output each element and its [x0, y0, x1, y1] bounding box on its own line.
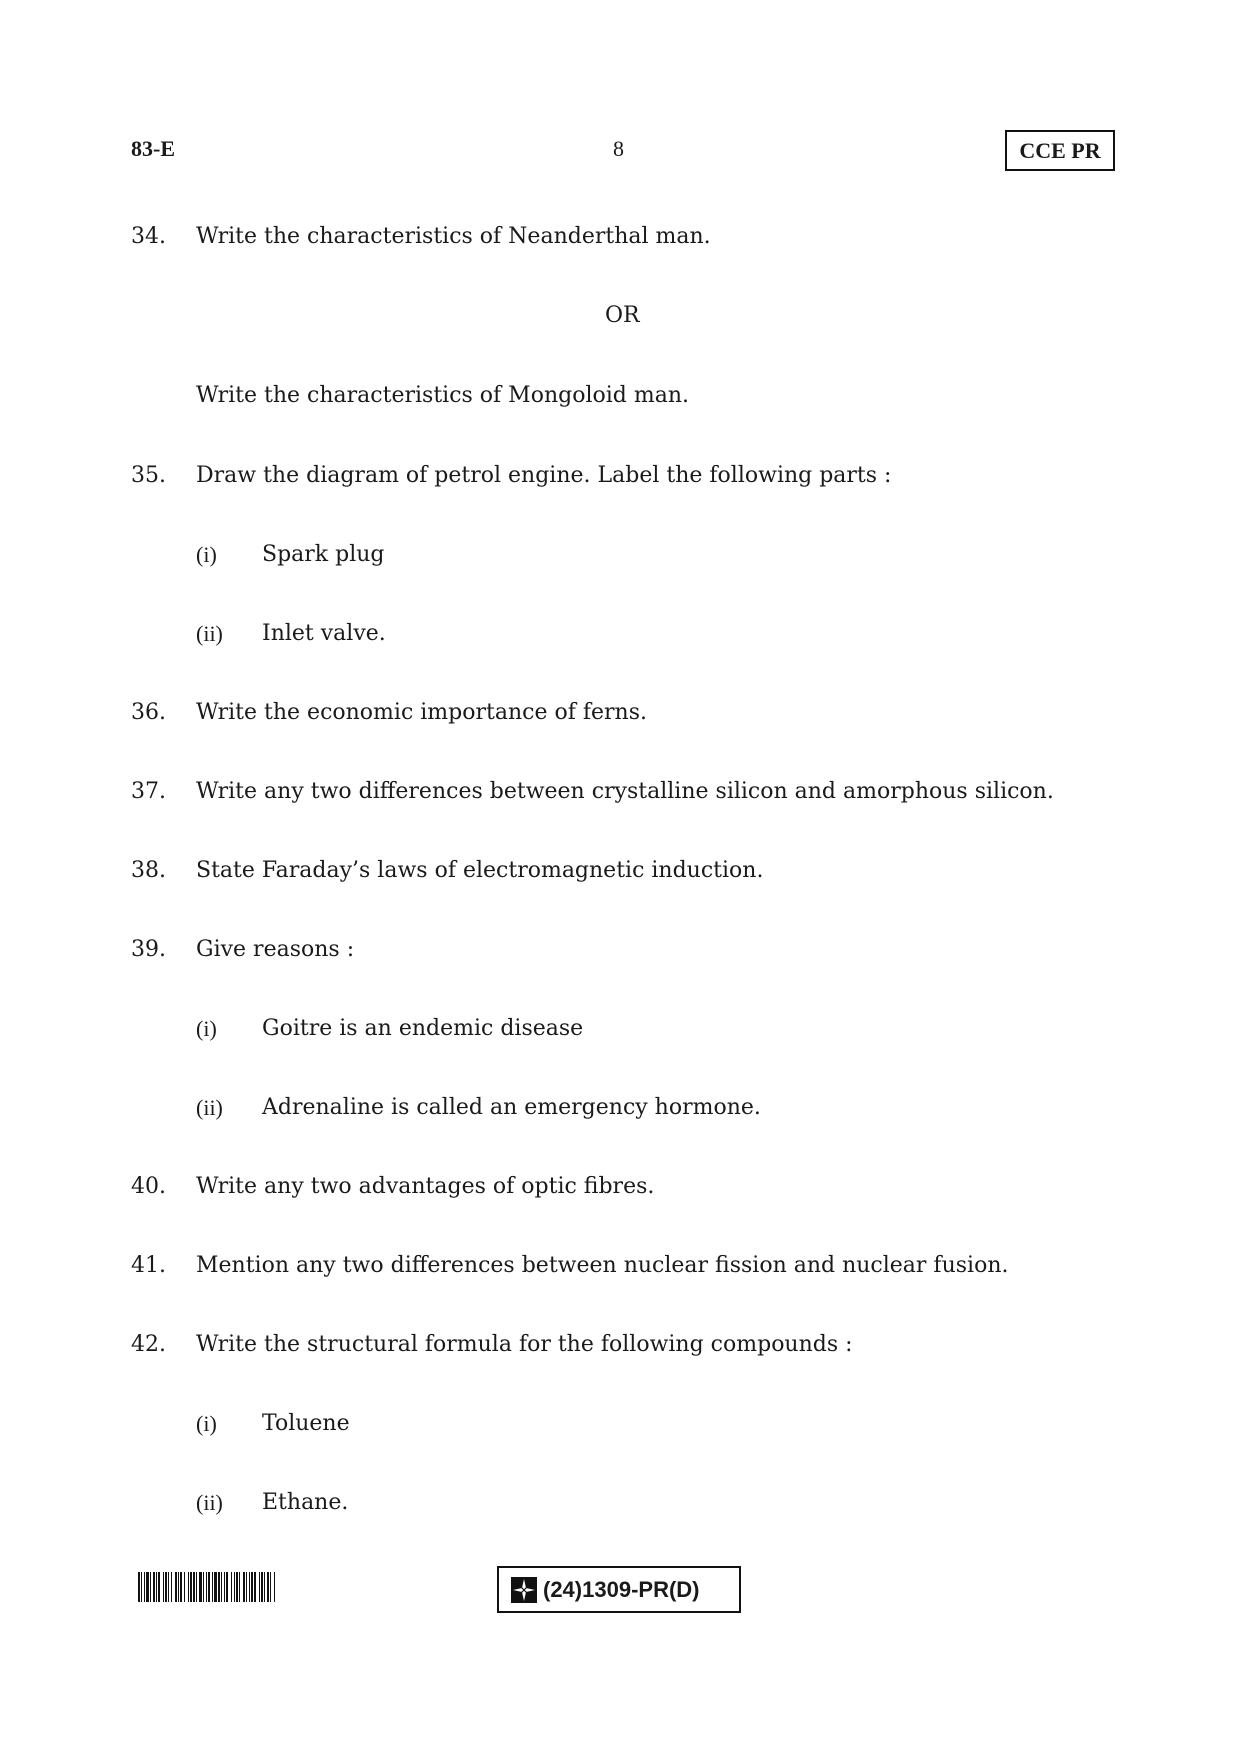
barcode-bar [264, 1572, 265, 1602]
sub-question-text: Toluene [262, 1411, 350, 1436]
page-number: 8 [613, 136, 624, 161]
barcode-bar [168, 1572, 169, 1602]
barcode-bar [138, 1572, 140, 1602]
barcode-bar [243, 1572, 245, 1602]
question-text: Write the structural formula for the following compounds : [196, 1332, 853, 1357]
question-number: 37. [131, 779, 166, 804]
barcode-bar [270, 1572, 271, 1602]
barcode-bar [251, 1572, 253, 1602]
question-text: Mention any two differences between nuclear fission and nuclear fusion. [196, 1253, 1009, 1278]
barcode-bar [231, 1572, 232, 1602]
sub-question-number: (i) [196, 1411, 217, 1436]
barcode-bar [226, 1572, 228, 1602]
barcode-bar [214, 1572, 217, 1602]
barcode-bar [218, 1572, 220, 1602]
question-number: 42. [131, 1332, 166, 1357]
sub-question-number: (ii) [196, 1490, 223, 1515]
barcode-bar [175, 1572, 177, 1602]
question-number: 34. [131, 224, 166, 249]
question-number: 41. [131, 1253, 166, 1278]
sub-question-number: (i) [196, 1016, 217, 1041]
question-number: 36. [131, 700, 166, 725]
question-number: 40. [131, 1174, 166, 1199]
barcode-bar [144, 1572, 145, 1602]
barcode-bar [259, 1572, 260, 1602]
question-text: Write the characteristics of Neanderthal man. [196, 224, 711, 249]
question-number: 35. [131, 463, 166, 488]
barcode-bar [165, 1572, 167, 1602]
barcode-bar [212, 1572, 213, 1602]
barcode-bar [163, 1572, 164, 1602]
barcode-bar [254, 1572, 256, 1602]
barcode-bar [236, 1572, 238, 1602]
barcode [138, 1572, 382, 1602]
cce-pr-label: CCE PR [1005, 130, 1115, 171]
sub-question-text: Inlet valve. [262, 621, 386, 646]
barcode-bar [208, 1572, 210, 1602]
barcode-bar [199, 1572, 202, 1602]
alternative-question-text: Write the characteristics of Mongoloid man. [196, 383, 689, 408]
series-code-text: (24)1309-PR(D) [543, 1576, 700, 1602]
sub-question-text: Adrenaline is called an emergency hormone. [262, 1095, 761, 1120]
barcode-bar [221, 1572, 222, 1602]
question-text: State Faraday’s laws of electromagnetic induction. [196, 858, 764, 883]
barcode-bar [158, 1572, 160, 1602]
barcode-bar [156, 1572, 157, 1602]
barcode-bar [188, 1572, 189, 1602]
barcode-bar [146, 1572, 149, 1602]
barcode-bar [150, 1572, 151, 1602]
barcode-bar [180, 1572, 182, 1602]
sub-question-text: Ethane. [262, 1490, 349, 1515]
star-emblem-icon [511, 1577, 537, 1603]
paper-code: 83-E [131, 136, 175, 161]
question-text: Write the economic importance of ferns. [196, 700, 647, 725]
sub-question-text: Goitre is an endemic disease [262, 1016, 584, 1041]
question-text: Give reasons : [196, 937, 355, 962]
question-text: Write any two advantages of optic fibres. [196, 1174, 655, 1199]
barcode-bar [261, 1572, 263, 1602]
barcode-bar [153, 1572, 155, 1602]
barcode-bar [206, 1572, 207, 1602]
barcode-bar [274, 1572, 275, 1602]
question-number: 38. [131, 858, 166, 883]
barcode-bar [184, 1572, 185, 1602]
question-text: Draw the diagram of petrol engine. Label the following parts : [196, 463, 892, 488]
barcode-bar [171, 1572, 172, 1602]
barcode-bar [234, 1572, 235, 1602]
question-text: Write any two differences between crystalline silicon and amorphous silicon. [196, 779, 1054, 804]
sub-question-number: (i) [196, 542, 217, 567]
barcode-bar [249, 1572, 250, 1602]
sub-question-number: (ii) [196, 621, 223, 646]
barcode-bar [246, 1572, 247, 1602]
barcode-bar [224, 1572, 225, 1602]
paper-series-code [497, 1566, 741, 1613]
question-number: 39. [131, 937, 166, 962]
or-separator: OR [605, 303, 640, 328]
barcode-bar [193, 1572, 195, 1602]
barcode-bar [203, 1572, 204, 1602]
barcode-bar [178, 1572, 179, 1602]
barcode-bar [196, 1572, 197, 1602]
barcode-bar [141, 1572, 142, 1602]
barcode-bar [190, 1572, 192, 1602]
sub-question-number: (ii) [196, 1095, 223, 1120]
barcode-bar [239, 1572, 240, 1602]
barcode-bar [267, 1572, 269, 1602]
sub-question-text: Spark plug [262, 542, 385, 567]
